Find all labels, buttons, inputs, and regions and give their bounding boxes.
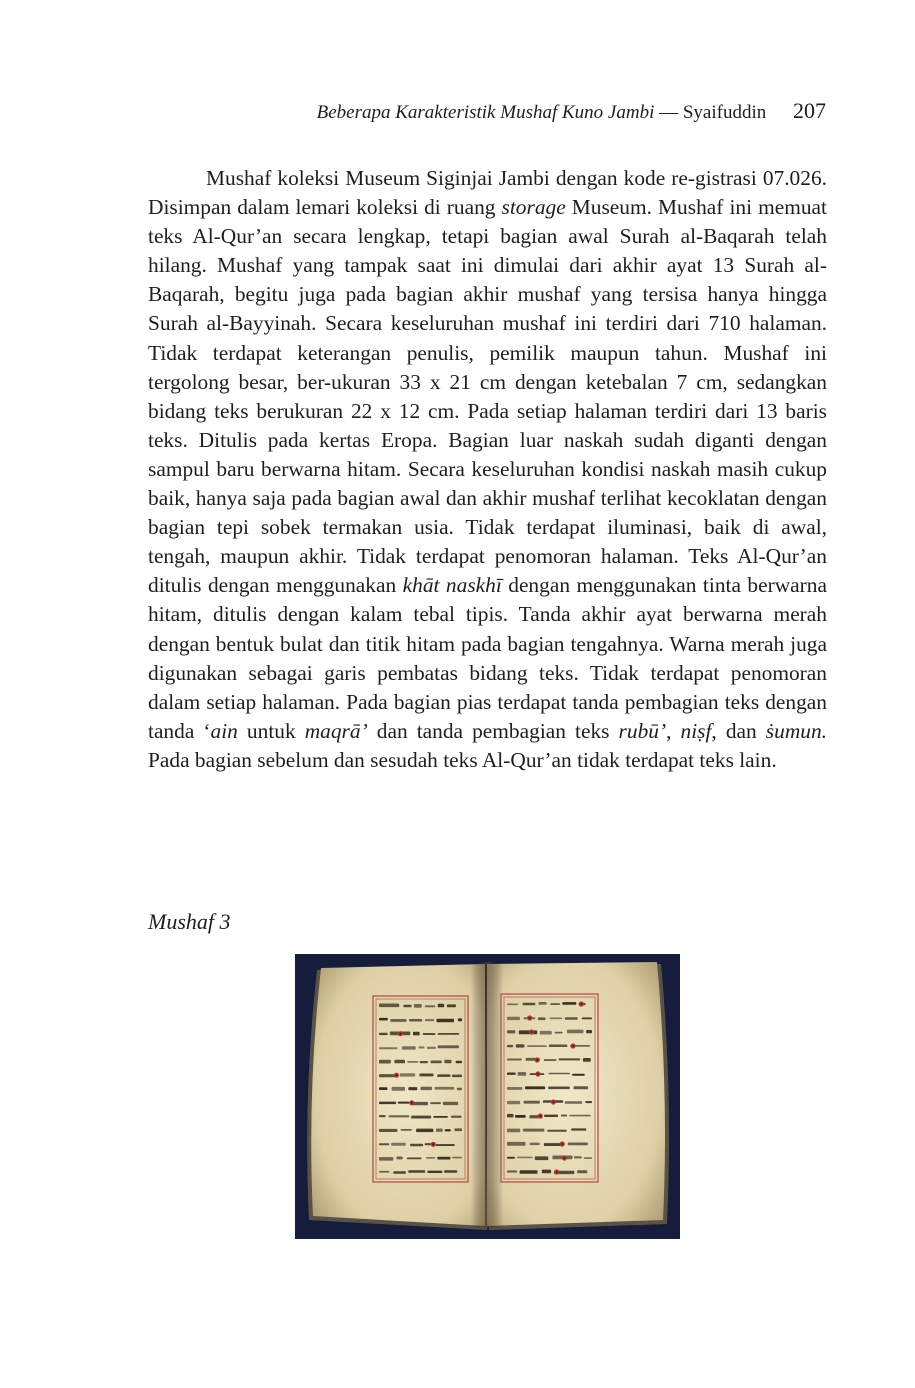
verse-marker-dot <box>432 1143 434 1145</box>
script-stroke <box>436 1129 443 1132</box>
script-stroke <box>507 1073 516 1075</box>
script-stroke <box>416 1129 433 1133</box>
script-stroke <box>407 1061 418 1063</box>
script-stroke <box>452 1157 462 1159</box>
running-head-title: Beberapa Karakteristik Mushaf Kuno Jambi <box>316 102 655 123</box>
script-stroke <box>527 1045 547 1047</box>
script-stroke <box>394 1060 405 1064</box>
script-stroke <box>567 1030 583 1034</box>
script-stroke <box>408 1087 417 1090</box>
script-stroke <box>516 1044 525 1047</box>
script-stroke <box>444 1060 451 1064</box>
script-stroke <box>583 1058 591 1062</box>
paragraph-text: , <box>666 718 681 743</box>
paragraph-text: untuk <box>237 718 305 743</box>
script-stroke <box>572 1074 585 1076</box>
verse-marker-dot <box>561 1143 563 1145</box>
verse-marker-dot <box>572 1045 574 1047</box>
paragraph-italic-term: ain <box>210 718 238 743</box>
script-stroke <box>427 1171 442 1173</box>
script-stroke <box>444 1170 457 1172</box>
script-stroke <box>523 1003 536 1006</box>
section-heading: Mushaf 3 <box>148 909 231 934</box>
script-stroke <box>436 1144 455 1146</box>
script-stroke <box>565 1101 583 1104</box>
script-stroke <box>419 1046 425 1048</box>
script-stroke <box>390 1019 406 1022</box>
script-stroke <box>535 1156 549 1160</box>
script-stroke <box>414 1004 422 1008</box>
left-page <box>311 964 485 1226</box>
script-stroke <box>401 1129 412 1131</box>
script-stroke <box>379 1004 399 1008</box>
paragraph-italic-term: rubū’ <box>618 718 667 743</box>
script-stroke <box>437 1019 455 1022</box>
verse-marker-dot <box>396 1074 398 1076</box>
script-stroke <box>438 1033 460 1035</box>
script-stroke <box>393 1171 406 1174</box>
script-stroke <box>525 1086 545 1089</box>
script-stroke <box>542 1170 551 1174</box>
script-stroke <box>550 1003 560 1005</box>
script-stroke <box>561 1115 567 1117</box>
script-stroke <box>425 1019 434 1021</box>
script-stroke <box>574 1156 582 1158</box>
script-stroke <box>397 1157 403 1160</box>
script-stroke <box>437 1074 450 1077</box>
script-stroke <box>458 1018 462 1021</box>
script-stroke <box>379 1060 391 1064</box>
script-stroke <box>586 1030 592 1033</box>
script-stroke <box>433 1116 448 1118</box>
script-stroke <box>402 1046 416 1049</box>
verse-marker-dot <box>399 1033 401 1035</box>
script-stroke <box>519 1030 537 1034</box>
script-stroke <box>409 1019 422 1022</box>
script-stroke <box>379 1018 388 1021</box>
script-stroke <box>582 1018 592 1020</box>
script-stroke <box>438 1045 459 1048</box>
script-stroke <box>407 1158 422 1160</box>
running-head-author: Syaifuddin <box>682 102 767 123</box>
body-paragraph <box>148 164 827 775</box>
script-stroke <box>507 1157 515 1159</box>
script-stroke <box>577 1170 587 1173</box>
script-stroke <box>379 1047 398 1049</box>
paragraph-text: Museum. Mushaf ini memuat teks Al-Qur’an secara lengkap, tetapi bagian awal Surah al-Baqarah telah hilang. Mushaf yang tampak saat ini dimulai dari akhir ayat 13 Surah al-Baqarah, begitu juga pada bagian akhir mushaf yang tersisa hanya hingga Surah al-Bayyinah. Secara keseluruhan mushaf ini terdiri dari 710 halaman. Tidak terdapat keterangan penulis, pemilik maupun tahun. Mushaf ini tergolong besar, ber-ukuran 33 x 21 cm dengan ketebalan 7 cm, sedangkan bidang teks berukuran 22 x 12 cm. Pada setiap halaman terdiri dari 13 baris teks. Ditulis pada kertas Eropa. Bagian luar naskah sudah diganti dengan sampul baru berwarna hitam. Secara keseluruhan kondisi naskah masih cukup baik, hanya saja pada bagian awal dan akhir mushaf terlihat kecoklatan dengan bagian tepi sobek termakan usia. Tidak terdapat iluminasi, baik di awal, tengah, maupun akhir. Tidak terdapat penomoran halaman. Teks Al-Qur’an ditulis dengan menggunakan <box>148 195 827 598</box>
script-stroke <box>507 1017 520 1020</box>
verse-marker-dot <box>553 1101 555 1103</box>
script-stroke <box>524 1101 540 1104</box>
script-stroke <box>389 1115 410 1117</box>
verse-marker-dot <box>531 1031 533 1033</box>
verse-marker-dot <box>539 1115 541 1117</box>
script-stroke <box>565 1017 578 1020</box>
verse-marker-dot <box>580 1003 582 1005</box>
script-stroke <box>425 1005 436 1007</box>
script-stroke <box>518 1072 527 1076</box>
script-stroke <box>559 1058 581 1060</box>
script-stroke <box>562 1002 576 1005</box>
paragraph-italic-term: ṡumun. <box>765 718 828 743</box>
script-stroke <box>568 1143 588 1146</box>
script-stroke <box>585 1101 592 1103</box>
script-stroke <box>555 1032 563 1034</box>
script-stroke <box>437 1157 450 1160</box>
script-stroke <box>549 1045 567 1048</box>
script-stroke <box>515 1115 526 1118</box>
script-stroke <box>413 1032 420 1036</box>
script-stroke <box>445 1129 451 1131</box>
script-stroke <box>547 1130 567 1132</box>
script-stroke <box>507 1087 522 1090</box>
script-stroke <box>571 1128 586 1130</box>
script-stroke <box>507 1129 520 1133</box>
script-stroke <box>455 1128 463 1131</box>
script-stroke <box>548 1087 570 1090</box>
script-stroke <box>430 1102 441 1104</box>
script-stroke <box>443 1102 458 1105</box>
script-stroke <box>544 1115 558 1117</box>
paragraph-text: Pada bagian sebelum dan sesudah teks Al-Qur’an tidak terdapat teks lain. <box>148 747 777 772</box>
script-stroke <box>507 1004 518 1006</box>
script-stroke <box>457 1088 462 1090</box>
script-stroke <box>507 1101 520 1104</box>
paragraph-italic-term: storage <box>501 195 566 220</box>
book-gutter <box>471 962 503 1228</box>
script-stroke <box>379 1087 387 1090</box>
script-stroke <box>398 1102 410 1104</box>
script-stroke <box>523 1129 544 1132</box>
script-stroke <box>507 1030 515 1033</box>
script-stroke <box>403 1005 411 1007</box>
script-stroke <box>379 1102 396 1105</box>
script-stroke <box>451 1116 462 1118</box>
paragraph-text: Mushaf koleksi Museum Siginjai Jambi dengan kode re-gistrasi 07.026. Disimpan dalam lemari koleksi di ruang <box>148 166 827 220</box>
script-stroke <box>452 1075 462 1078</box>
script-stroke <box>507 1142 526 1146</box>
script-stroke <box>548 1073 570 1075</box>
script-stroke <box>530 1143 540 1146</box>
paragraph-italic-term: niṣf <box>680 718 712 743</box>
script-stroke <box>447 1004 456 1007</box>
script-stroke <box>423 1033 436 1035</box>
paragraph-text: dan tanda pembagian teks <box>367 718 619 743</box>
verse-marker-dot <box>564 1157 566 1159</box>
script-stroke <box>550 1018 563 1020</box>
script-stroke <box>507 1171 517 1173</box>
script-stroke <box>379 1074 395 1077</box>
page-number: 207 <box>793 98 826 123</box>
script-stroke <box>421 1087 433 1090</box>
script-stroke <box>507 1059 522 1061</box>
script-stroke <box>438 1004 445 1008</box>
script-stroke <box>419 1074 433 1077</box>
right-page <box>487 962 665 1226</box>
script-stroke <box>540 1031 552 1035</box>
script-stroke <box>435 1087 455 1090</box>
script-stroke <box>456 1061 462 1064</box>
script-stroke <box>379 1129 397 1132</box>
script-stroke <box>411 1116 431 1119</box>
script-stroke <box>538 1017 546 1020</box>
script-stroke <box>410 1144 423 1147</box>
verse-marker-dot <box>537 1073 539 1075</box>
script-stroke <box>379 1033 388 1035</box>
script-stroke <box>379 1115 386 1117</box>
verse-marker-dot <box>536 1059 538 1061</box>
open-manuscript-illustration <box>295 954 680 1239</box>
verse-marker-dot <box>411 1102 413 1104</box>
paragraph-italic-term: maqrā’ <box>304 718 368 743</box>
script-stroke <box>379 1171 389 1173</box>
script-stroke <box>427 1047 436 1049</box>
script-stroke <box>539 1002 547 1005</box>
script-stroke <box>507 1045 513 1047</box>
script-stroke <box>420 1061 428 1063</box>
script-stroke <box>391 1143 406 1146</box>
script-stroke <box>517 1157 533 1159</box>
script-stroke <box>520 1170 538 1173</box>
script-stroke <box>426 1157 435 1159</box>
script-stroke <box>584 1157 592 1159</box>
paragraph-text: , dan <box>711 718 766 743</box>
script-stroke <box>408 1170 425 1173</box>
script-stroke <box>392 1087 405 1091</box>
running-head <box>0 96 826 128</box>
script-stroke <box>379 1157 393 1161</box>
script-stroke <box>507 1114 514 1118</box>
script-stroke <box>379 1143 389 1145</box>
verse-marker-dot <box>529 1017 531 1019</box>
verse-marker-dot <box>556 1171 558 1173</box>
script-stroke <box>544 1059 557 1061</box>
manuscript-photo <box>295 954 680 1239</box>
script-stroke <box>400 1073 415 1076</box>
running-head-separator: — <box>659 102 679 123</box>
script-stroke <box>574 1086 589 1089</box>
paragraph-text: dengan menggunakan tinta berwarna hitam, ditulis dengan kalam tebal tipis. Tanda akhir ayat berwarna merah dengan bentuk bulat dan titik hitam pada bagian tengahnya. Warna merah juga digunakan sebagai garis pembatas bidang teks. Tidak terdapat penomoran dalam setiap halaman. Pada bagian pias terdapat tanda pembagian teks dengan tanda ‘ <box>148 573 827 743</box>
paragraph-italic-term: khāt naskhī <box>402 573 502 598</box>
script-stroke <box>569 1115 591 1117</box>
script-stroke <box>431 1061 442 1064</box>
script-stroke <box>425 1143 432 1145</box>
script-stroke <box>543 1100 552 1103</box>
